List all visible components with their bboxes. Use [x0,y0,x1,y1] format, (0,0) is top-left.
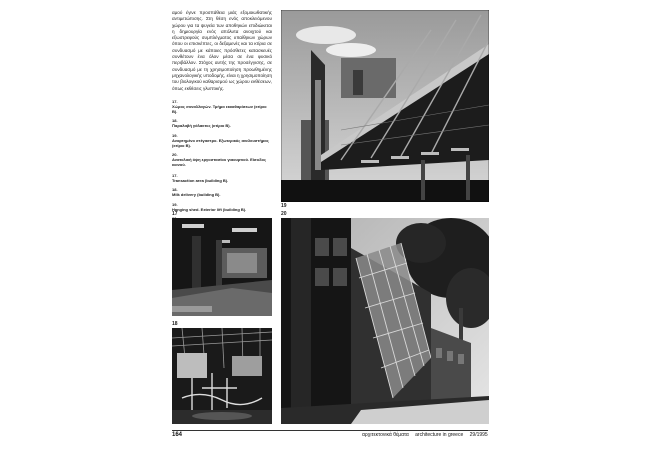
caption-number: 17. [172,98,178,104]
caption-en-17 [172,173,272,183]
caption-number: 19. [172,201,178,207]
caption-number: 19. [172,132,178,138]
caption-gr-20 [172,152,272,167]
caption-number: 17. [172,173,178,179]
photo-eastern-elevation [281,218,489,424]
text-column [172,10,272,236]
caption-en-18 [172,187,272,197]
caption-gr-17 [172,99,272,114]
figure-number-20: 20 [281,211,287,217]
caption-text: Χώρος συναλλαγών. Τμήμα εκκαθαρίσεων (κτίριο Β). [172,103,267,114]
captions-greek [172,99,272,167]
photo-milk-delivery [172,328,272,424]
caption-text: Ανατολική όψη εργοστασίου γιαουρτιού. Είσοδος κοινού. [172,157,267,168]
caption-text: Παραλαβή γάλακτος (κτίριο Β). [172,123,231,129]
photo-transaction-area [172,218,272,316]
issue-number: 29/1995 [469,432,488,438]
caption-gr-18 [172,118,272,128]
caption-text: Milk delivery (building B). [172,192,221,198]
figure-number-19: 19 [281,203,287,209]
caption-number: 20. [172,152,178,158]
figure-number-17: 17 [172,211,178,217]
caption-number: 18. [172,118,178,124]
page-number: 164 [172,432,183,438]
photo-hanging-shed [281,10,489,202]
caption-en-19 [172,202,272,212]
caption-text: Αναρτημένο στέγαστρο. Εξωτερικός ανελκυστήρας (κτίριο Β). [172,137,269,148]
magazine-title-greek: αρχιτεκτονικά θέματα [362,432,409,438]
caption-number: 18. [172,187,178,193]
caption-text: Transaction area (building B). [172,178,229,184]
caption-text: Hanging shed. Exterior lift (building B). [172,206,247,212]
footer-rule [172,430,488,431]
figure-number-18: 18 [172,321,178,327]
intro-paragraph: αμού έγινε προσπάθεια μιάς εξομοιωθατικής αντιμετώπισης. Στη θέση ενός αποκλειόμενου χώρου για τα ψυγεία των αποθηκών επιδιώκεται η δημιουργία ενός απόλυτα ανοιχτού και εξωστρεφούς συμπλέγματος υπαίθριων χώρων όπου οι επισκέπτες, οι δεξαμενές και τα κτίρια σε συνδυασμό με κάποιες πρόσθετες κατασκευές συνθέτουν ένα όλον μέσα σε ένα φυσικό περιβάλλον. Στόχος αυτής της προσέγγισης, σε συνδυασμό με τη χρησιμοποίηση προωθημένης μηχανολογικής υποδομής, είναι η χρησιμοποίηση του βιολογικού καθαρισμού ως χώρου εκθέσεων, όπως εκθέσεις γλυπτικής. [172,10,272,91]
magazine-title [362,432,493,438]
magazine-title-english: architecture in greece [415,432,464,438]
caption-gr-19 [172,133,272,148]
